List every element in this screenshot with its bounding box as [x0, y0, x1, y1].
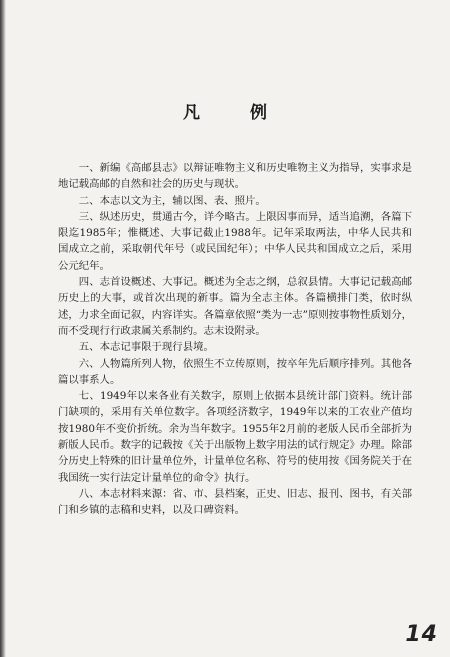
paragraph-4: 四、志首设概述、大事记。概述为全志之纲，总叙县情。大事记记载高邮历史上的大事，或首次出现的新事。篇为全志主体。各篇横排门类，依时纵述，力求全面记叙，内容详实。各篇章依照“类为一志”原则按事物性质划分，而不受现行行政隶属关系制约。志末设附录。 [58, 276, 412, 337]
paragraph-1: 一、新编《高邮县志》以辩证唯物主义和历史唯物主义为指导，实事求是地记载高邮的自然和社会的历史与现状。 [58, 162, 412, 191]
page-number: 14 [405, 622, 438, 647]
paragraph-2: 二、本志以文为主，辅以图、表、照片。 [78, 194, 266, 207]
paragraph-7: 七、1949年以来各业有关数字，原则上依据本县统计部门资料。统计部门缺项的，采用有关单位数字。各项经济数字，1949年以来的工农业产值均按1980年不变价折统。余为当年数字。1955年2月前的老版人民币全部折为新版人民币。数字的记载按《关于出版物上数字用法的试行规定》办理。除部分历史上特殊的旧计量单位外，计量单位名称、符号的使用按《国务院关于在我国统一实行法定计量单位的命令》执行。 [58, 390, 412, 484]
paragraph-6: 六、人物篇所列人物，依照生不立传原则，按卒年先后顺序排列。其他各篇以事系人。 [58, 357, 412, 386]
body-text [58, 160, 412, 519]
paragraph-3: 三、纵述历史，贯通古今，详今略古。上限因事而异，适当追溯，各篇下限迄1985年；惟概述、大事记截止1988年。记年采取两法，中华人民共和国成立之前，采取朝代年号（或民国纪年）；中华人民共和国成立之后，采用公元纪年。 [58, 210, 412, 272]
paragraph-5: 五、本志记事限于现行县境。 [78, 341, 214, 354]
paragraph-8: 八、本志材料来源：省、市、县档案，正史、旧志、报刊、图书，有关部门和乡镇的志稿和史料，以及口碑资料。 [58, 487, 412, 517]
page-title: 凡 例 [183, 103, 289, 123]
